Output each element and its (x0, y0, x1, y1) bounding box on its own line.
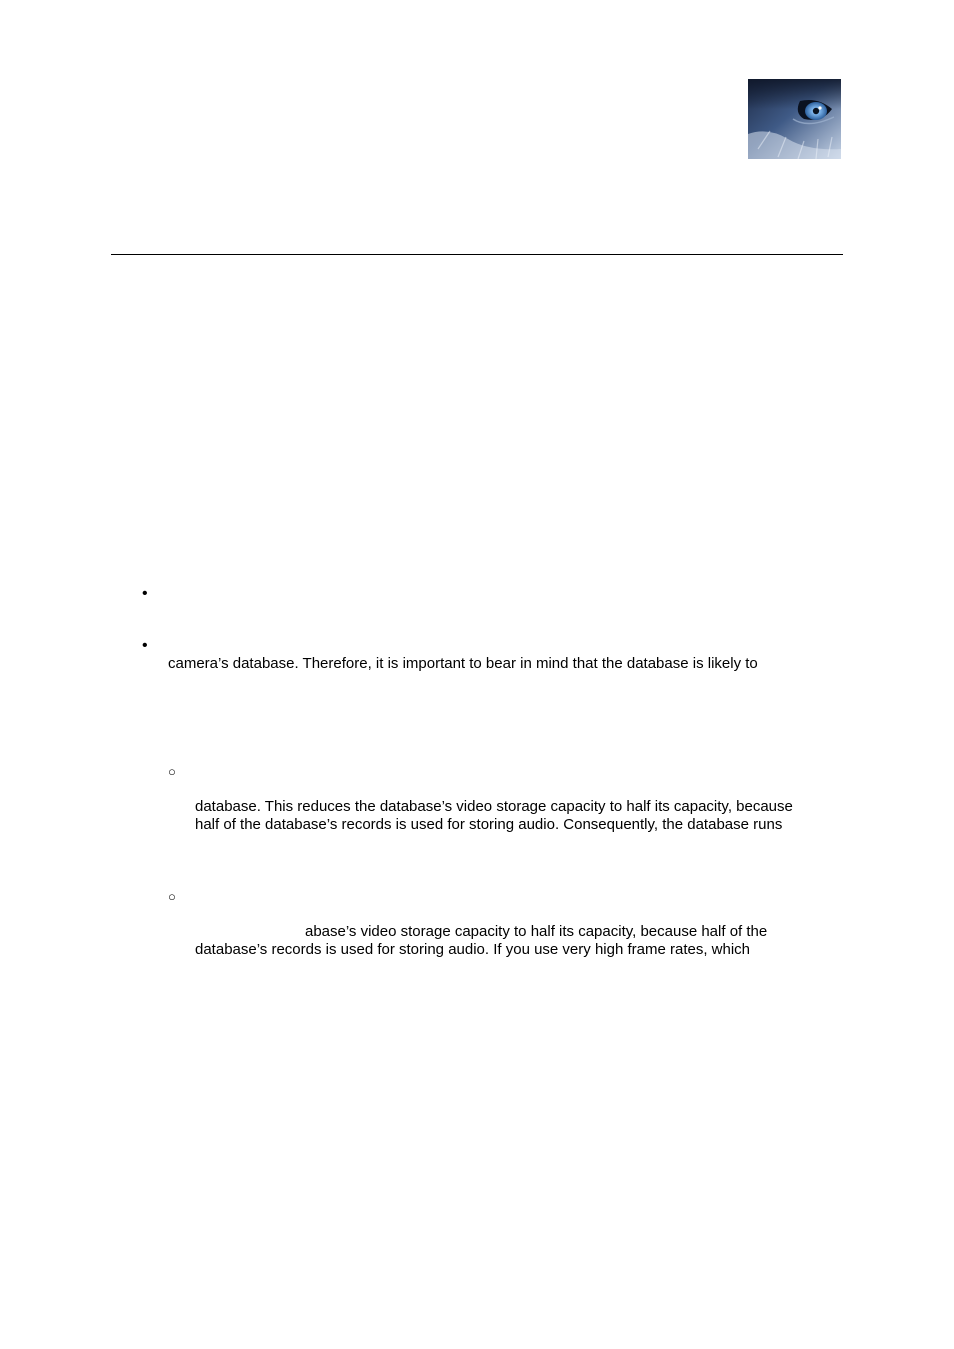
bullet-2-line-1: camera’s database. Therefore, it is important to bear in mind that the database is likely to (168, 655, 758, 672)
bullet-marker: • (142, 637, 148, 654)
header-rule (111, 254, 843, 255)
wolf-eye-icon (748, 79, 841, 159)
sub-bullet-1-line-2: half of the database’s records is used for storing audio. Consequently, the database runs (195, 816, 783, 833)
sub-bullet-marker: ○ (168, 889, 176, 904)
sub-bullet-marker: ○ (168, 764, 176, 779)
bullet-marker: • (142, 585, 148, 602)
sub-bullet-2-line-1: abase’s video storage capacity to half its capacity, because half of the (305, 923, 768, 940)
sub-bullet-1-line-1: database. This reduces the database’s video storage capacity to half its capacity, because (195, 798, 793, 815)
sub-bullet-2-line-2: database’s records is used for storing audio. If you use very high frame rates, which (195, 941, 751, 958)
